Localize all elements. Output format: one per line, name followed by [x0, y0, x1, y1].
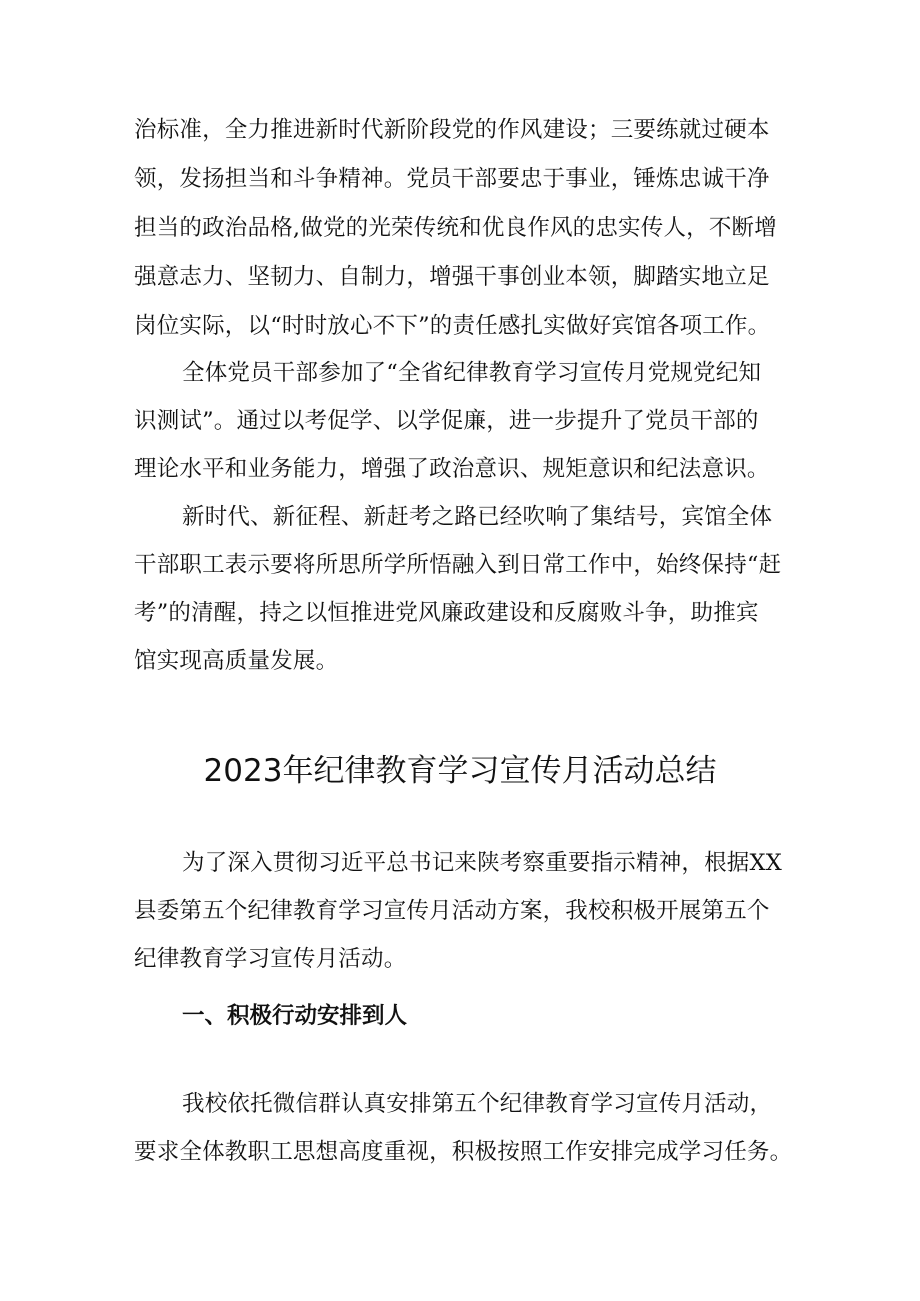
- text-line: 为了深入贯彻习近平总书记来陕考察重要指示精神，根据XX: [182, 850, 782, 876]
- text-line: 岗位实际，以“时时放心不下”的责任感扎实做好宾馆各项工作。: [134, 313, 771, 339]
- text-line: 理论水平和业务能力，增强了政治意识、规矩意识和纪法意识。: [134, 456, 770, 482]
- page-title: 2023年纪律教育学习宣传月活动总结: [203, 753, 717, 789]
- section-heading: 一、积极行动安排到人: [182, 1003, 408, 1029]
- text-line: 担当的政治品格,做党的光荣传统和优良作风的忠实传人，不断增: [134, 215, 777, 241]
- text-line: 纪律教育学习宣传月活动。: [134, 946, 407, 972]
- text-line: 考”的清醒，持之以恒推进党风廉政建设和反腐败斗争，助推宾: [134, 600, 759, 626]
- text-line: 新时代、新征程、新赶考之路已经吹响了集结号，宾馆全体: [182, 504, 773, 530]
- text-line: 强意志力、坚韧力、自制力，增强干事创业本领，脚踏实地立足: [134, 264, 770, 290]
- text-line: 县委第五个纪律教育学习宣传月活动方案，我校积极开展第五个: [134, 898, 770, 924]
- text-line: 馆实现高质量发展。: [134, 648, 339, 674]
- text-line: 干部职工表示要将所思所学所悟融入到日常工作中，始终保持“赶: [134, 552, 782, 578]
- text-line: 治标准，全力推进新时代新阶段党的作风建设；三要练就过硬本: [134, 117, 770, 143]
- text-line: 全体党员干部参加了“全省纪律教育学习宣传月党规党纪知: [182, 360, 762, 386]
- text-line: 要求全体教职工思想高度重视，积极按照工作安排完成学习任务。: [134, 1139, 793, 1165]
- text-line: 领，发扬担当和斗争精神。党员干部要忠于事业，锤炼忠诚干净: [134, 166, 770, 192]
- text-line: 我校依托微信群认真安排第五个纪律教育学习宣传月活动，: [182, 1091, 773, 1117]
- text-line: 识测试”。通过以考促学、以学促廉，进一步提升了党员干部的: [134, 408, 759, 434]
